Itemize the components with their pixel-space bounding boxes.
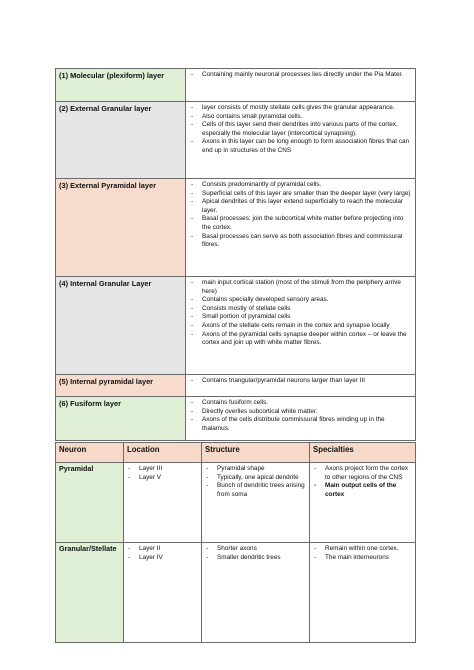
- list-item: - Containing mainly neuronal processes lies directly under the Pia Mater.: [190, 71, 411, 80]
- layer-title: (3) External Pyramidal layer: [56, 179, 186, 277]
- column-header-specialties: Specialties: [310, 443, 416, 463]
- layer-notes: [190, 279, 411, 348]
- layer-notes: [190, 399, 411, 433]
- structure-list: [205, 465, 306, 499]
- list-item: - Contains triangular/pyramidal neurons larger than layer III: [190, 377, 411, 386]
- column-header-location: Location: [124, 443, 202, 463]
- list-item: - Directly overlies subcortical white matter.: [190, 408, 411, 417]
- list-item: - Axons project form the cortex to other regions of the CNS: [313, 465, 412, 482]
- list-item: - Consists mostly of stellate cells: [190, 305, 411, 314]
- column-header-structure: Structure: [202, 443, 310, 463]
- list-item: - Typically, one apical dendrite: [205, 474, 306, 483]
- layer-row-6: [56, 397, 416, 441]
- list-item: - Basal processes: join the subcortical white matter before projecting into the cortex.: [190, 215, 411, 232]
- list-item: - Axons of the pyramidal cells synapse deeper within cortex – or leave the cortex and join up with white matter fibres.: [190, 331, 411, 348]
- list-item: - Consists predominantly of pyramidal cells.: [190, 181, 411, 190]
- list-item: - Axons of the cells distribute commissural fibres winding up in the thalamus.: [190, 416, 411, 433]
- list-item: - Contains specially developed sensory areas.: [190, 296, 411, 305]
- layer-row-5: [56, 375, 416, 397]
- layer-title: (6) Fusiform layer: [56, 397, 186, 441]
- list-item: - Contains fusiform cells.: [190, 399, 411, 408]
- layer-title: (2) External Granular layer: [56, 102, 186, 179]
- structure-list: [205, 545, 306, 562]
- list-item: - Axons in this layer can be long enough to form association fibres that can end up in structures of the CNS: [190, 138, 411, 155]
- layer-row-4: [56, 277, 416, 375]
- neuron-types-table: [55, 442, 416, 643]
- list-item: - Shorter axons: [205, 545, 306, 554]
- layer-notes: [190, 71, 411, 80]
- list-item: - Basal processes can serve as both association fibres and commissural fibres.: [190, 233, 411, 250]
- list-item: - Small portion of pyramidal cells: [190, 313, 411, 322]
- list-item: - Axons of the stellate cells remain in the cortex and synapse locally: [190, 322, 411, 331]
- table-row: [56, 463, 416, 543]
- list-item: - Apical dendrites of this layer extend superficially to reach the molecular layer.: [190, 198, 411, 215]
- list-item: - Layer IV: [127, 554, 198, 563]
- cortical-layers-table: [55, 68, 416, 441]
- list-item: - Also contains small pyramidal cells.: [190, 113, 411, 122]
- list-item: - layer consists of mostly stellate cells gives the granular appearance.: [190, 104, 411, 113]
- specialties-list: [313, 545, 412, 562]
- layer-title: (5) Internal pyramidal layer: [56, 375, 186, 397]
- layer-row-1: [56, 69, 416, 102]
- list-item: - Pyramidal shape: [205, 465, 306, 474]
- layer-notes: [190, 181, 411, 250]
- column-header-neuron: Neuron: [56, 443, 124, 463]
- layer-title: (4) Internal Granular Layer: [56, 277, 186, 375]
- list-item: - Remain within one cortex.: [313, 545, 412, 554]
- list-item: - Layer II: [127, 545, 198, 554]
- list-item: - Main output cells of the cortex: [313, 482, 412, 499]
- layer-notes: [190, 377, 411, 386]
- layer-row-3: [56, 179, 416, 277]
- neuron-name: Granular/Stellate: [56, 543, 124, 643]
- neuron-name: Pyramidal: [56, 463, 124, 543]
- location-list: [127, 465, 198, 482]
- layer-row-2: [56, 102, 416, 179]
- list-item: - Layer V: [127, 474, 198, 483]
- list-item: - Cells of this layer send their dendrites into various parts of the cortex, especially the molecular layer (intercortical synapsing).: [190, 121, 411, 138]
- layer-notes: [190, 104, 411, 156]
- location-list: [127, 545, 198, 562]
- layer-title: (1) Molecular (plexiform) layer: [56, 69, 186, 102]
- list-item: - Smaller dendritic trees: [205, 554, 306, 563]
- list-item: - Layer III: [127, 465, 198, 474]
- table-row: [56, 543, 416, 643]
- list-item: - main input cortical station (most of the stimuli from the periphery arrive here): [190, 279, 411, 296]
- list-item: - Superficial cells of this layer are smaller than the deeper layer (very large): [190, 190, 411, 199]
- specialties-list: [313, 465, 412, 499]
- list-item: - The main interneurons: [313, 554, 412, 563]
- header-row: [56, 443, 416, 463]
- list-item: - Bunch of dendritic trees arising from soma: [205, 482, 306, 499]
